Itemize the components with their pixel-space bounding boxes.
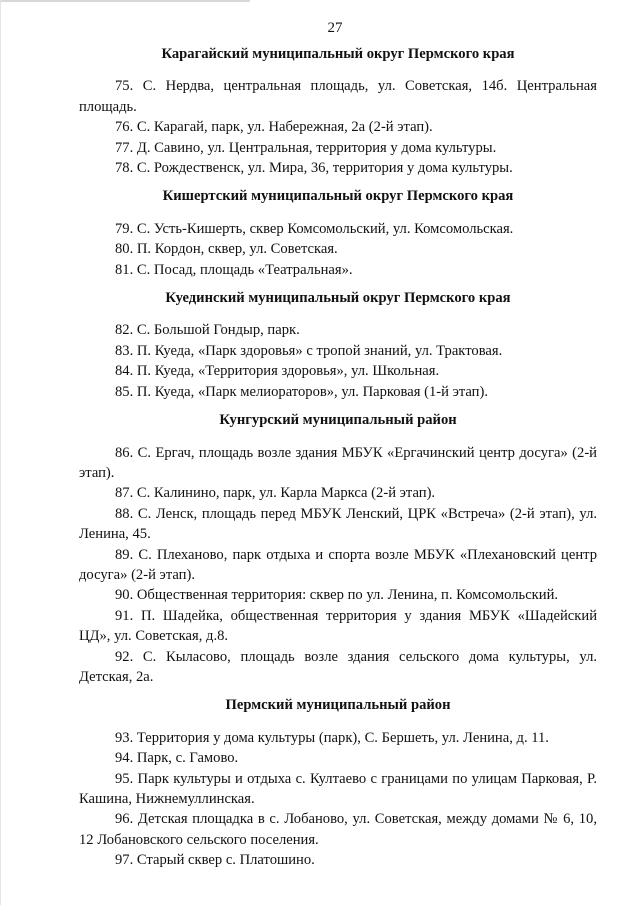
section-heading: Кунгурский муниципальный район [219, 412, 457, 429]
list-item-86: 86. С. Ергач, площадь возле здания МБУК «Ергачинский центр досуга» (2-й этап). [79, 444, 597, 481]
section-kungur [79, 410, 597, 687]
list-item-85: 85. П. Куеда, «Парк мелиораторов», ул. Парковая (1-й этап). [115, 383, 488, 400]
list-item-81: 81. С. Посад, площадь «Театральная». [115, 261, 353, 278]
scan-edge-top [0, 0, 250, 2]
section-heading: Кишертский муниципальный округ Пермского края [162, 188, 514, 205]
document-body [79, 44, 597, 879]
list-item-89: 89. С. Плеханово, парк отдыха и спорта возле МБУК «Плехановский центр досуга» (2-й этап). [79, 546, 597, 583]
list-item-92: 92. С. Кыласово, площадь возле здания сельского дома культуры, ул. Детская, 2а. [79, 648, 597, 685]
list-item-80: 80. П. Кордон, сквер, ул. Советская. [115, 241, 338, 258]
section-heading: Куединский муниципальный округ Пермского края [165, 290, 511, 307]
section-kishert [79, 186, 597, 280]
list-item-96: 96. Детская площадка в с. Лобаново, ул. Советская, между домами № 6, 10, 12 Лобановского сельского поселения. [79, 811, 597, 848]
list-item-75: 75. С. Нердва, центральная площадь, ул. Советская, 14б. Центральная площадь. [79, 78, 597, 115]
list-item-88: 88. С. Ленск, площадь перед МБУК Ленский, ЦРК «Встреча» (2-й этап), ул. Ленина, 45. [79, 505, 597, 543]
section-kueda [79, 288, 597, 402]
list-item-79: 79. С. Усть-Кишерть, сквер Комсомольский, ул. Комсомольская. [115, 220, 514, 237]
list-item-95: 95. Парк культуры и отдыха с. Култаево с границами по улицам Парковая, Р. Кашина, Нижнемуллинская. [79, 770, 597, 807]
section-heading: Пермский муниципальный район [225, 697, 451, 714]
list-item-97: 97. Старый сквер с. Платошино. [115, 852, 315, 869]
list-item-83: 83. П. Куеда, «Парк здоровья» с тропой знаний, ул. Трактовая. [115, 342, 503, 359]
list-item-87: 87. С. Калинино, парк, ул. Карла Маркса (2-й этап). [115, 485, 436, 502]
section-perm [79, 695, 597, 870]
list-item-78: 78. С. Рождественск, ул. Мира, 36, территория у дома культуры. [115, 160, 513, 177]
list-item-84: 84. П. Куеда, «Территория здоровья», ул. Школьная. [115, 363, 440, 380]
list-item-90: 90. Общественная территория: сквер по ул. Ленина, п. Комсомольский. [115, 587, 559, 604]
list-item-76: 76. С. Карагай, парк, ул. Набережная, 2а (2-й этап). [115, 119, 433, 136]
list-item-94: 94. Парк, с. Гамово. [115, 750, 239, 767]
page-number: 27 [327, 20, 343, 36]
list-item-82: 82. С. Большой Гондыр, парк. [115, 322, 300, 339]
scan-edge-left [0, 0, 1, 905]
list-item-91: 91. П. Шадейка, общественная территория у здания МБУК «Шадейский ЦД», ул. Советская, д.8. [79, 607, 597, 645]
section-heading: Карагайский муниципальный округ Пермского края [161, 46, 515, 62]
list-item-93: 93. Территория у дома культуры (парк), С. Бершеть, ул. Ленина, д. 11. [115, 729, 549, 746]
list-item-77: 77. Д. Савино, ул. Центральная, территория у дома культуры. [115, 139, 497, 156]
section-karagay [79, 44, 597, 178]
